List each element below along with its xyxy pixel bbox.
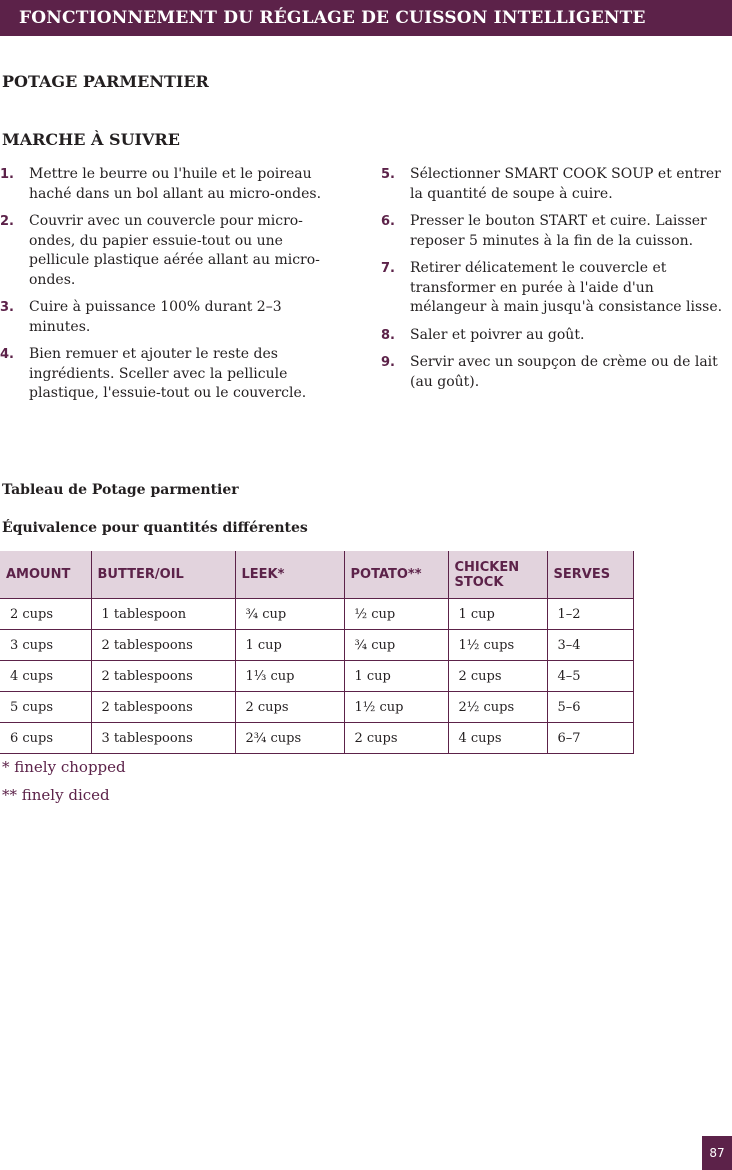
step-number: 9.: [381, 355, 395, 370]
step-item: [381, 212, 732, 251]
step-number: 3.: [0, 300, 14, 315]
step-text: Retirer délicatement le couvercle et transformer en purée à l'aide d'un mélangeur à main jusqu'à consistance lisse.: [410, 260, 723, 315]
table-cell: 3–4: [547, 630, 633, 661]
table-cell: 2 cups: [235, 692, 344, 723]
footnote-chopped: * finely chopped: [2, 758, 126, 776]
table-cell: 2 cups: [0, 599, 91, 630]
step-item: [381, 326, 732, 346]
step-number: 1.: [0, 167, 14, 182]
table-cell: 2¾ cups: [235, 723, 344, 754]
step-number: 2.: [0, 214, 14, 229]
step-text: Mettre le beurre ou l'huile et le poireau haché dans un bol allant au micro-ondes.: [29, 166, 322, 202]
table-cell: 2 tablespoons: [91, 692, 235, 723]
table-row: [0, 692, 633, 723]
table-cell: 1½ cups: [448, 630, 547, 661]
step-number: 7.: [381, 261, 395, 276]
step-text: Saler et poivrer au goût.: [410, 326, 585, 343]
step-number: 8.: [381, 327, 395, 343]
table-row: [0, 630, 633, 661]
table-cell: 3 tablespoons: [91, 723, 235, 754]
steps-heading: MARCHE À SUIVRE: [2, 130, 180, 149]
table-cell: 4 cups: [448, 723, 547, 754]
section-title: FONCTIONNEMENT DU RÉGLAGE DE CUISSON INTELLIGENTE: [19, 8, 646, 28]
table-cell: 1 cup: [448, 599, 547, 630]
table-cell: 1½ cup: [344, 692, 448, 723]
steps-list-right: [381, 165, 732, 400]
table-cell: 6–7: [547, 723, 633, 754]
table-title: Tableau de Potage parmentier: [2, 482, 239, 498]
column-header: POTATO**: [344, 551, 448, 599]
steps-list-left: [0, 165, 345, 412]
quantity-table: [0, 551, 634, 754]
step-item: [0, 165, 345, 204]
page-number: 87: [702, 1136, 732, 1170]
table-cell: 2 tablespoons: [91, 661, 235, 692]
step-number: 6.: [381, 214, 395, 229]
table-cell: ¾ cup: [235, 599, 344, 630]
step-number: 4.: [0, 347, 14, 362]
step-text: Presser le bouton START et cuire. Laisser reposer 5 minutes à la fin de la cuisson.: [410, 213, 707, 249]
table-cell: 1 cup: [235, 630, 344, 661]
table-cell: 4 cups: [0, 661, 91, 692]
step-item: [0, 345, 345, 404]
step-item: [0, 298, 345, 337]
step-item: [381, 165, 732, 204]
step-text: Cuire à puissance 100% durant 2–3 minutes.: [29, 299, 282, 335]
column-header: SERVES: [547, 551, 633, 599]
column-header: CHICKEN STOCK: [448, 551, 547, 599]
table-cell: 3 cups: [0, 630, 91, 661]
step-item: [0, 212, 345, 290]
table-cell: 1 tablespoon: [91, 599, 235, 630]
table-cell: 6 cups: [0, 723, 91, 754]
table-cell: 2 tablespoons: [91, 630, 235, 661]
column-header: BUTTER/OIL: [91, 551, 235, 599]
header-bar: [0, 0, 732, 36]
step-item: [381, 353, 732, 392]
table-cell: 1–2: [547, 599, 633, 630]
table-cell: 2 cups: [448, 661, 547, 692]
table-cell: ¾ cup: [344, 630, 448, 661]
step-item: [381, 259, 732, 318]
table-cell: 5–6: [547, 692, 633, 723]
table-subtitle: Équivalence pour quantités différentes: [2, 520, 308, 536]
table-cell: 2 cups: [344, 723, 448, 754]
step-text: Couvrir avec un couvercle pour micro-ondes, du papier essuie-tout ou une pellicule plastique aérée allant au micro-ondes.: [29, 213, 320, 288]
footnote-diced: ** finely diced: [2, 786, 110, 804]
table-cell: ½ cup: [344, 599, 448, 630]
step-number: 5.: [381, 167, 395, 182]
recipe-title: POTAGE PARMENTIER: [2, 72, 209, 91]
step-text: Bien remuer et ajouter le reste des ingrédients. Sceller avec la pellicule plastique, l'essuie-tout ou le couvercle.: [29, 346, 307, 401]
table-cell: 1⅓ cup: [235, 661, 344, 692]
table-cell: 2½ cups: [448, 692, 547, 723]
column-header: LEEK*: [235, 551, 344, 599]
table-header-row: [0, 551, 633, 599]
column-header: AMOUNT: [0, 551, 91, 599]
table-cell: 5 cups: [0, 692, 91, 723]
step-text: Servir avec un soupçon de crème ou de lait (au goût).: [410, 354, 718, 390]
table-cell: 1 cup: [344, 661, 448, 692]
table-cell: 4–5: [547, 661, 633, 692]
table-row: [0, 661, 633, 692]
table-row: [0, 599, 633, 630]
step-text: Sélectionner SMART COOK SOUP et entrer la quantité de soupe à cuire.: [410, 166, 721, 202]
table-row: [0, 723, 633, 754]
